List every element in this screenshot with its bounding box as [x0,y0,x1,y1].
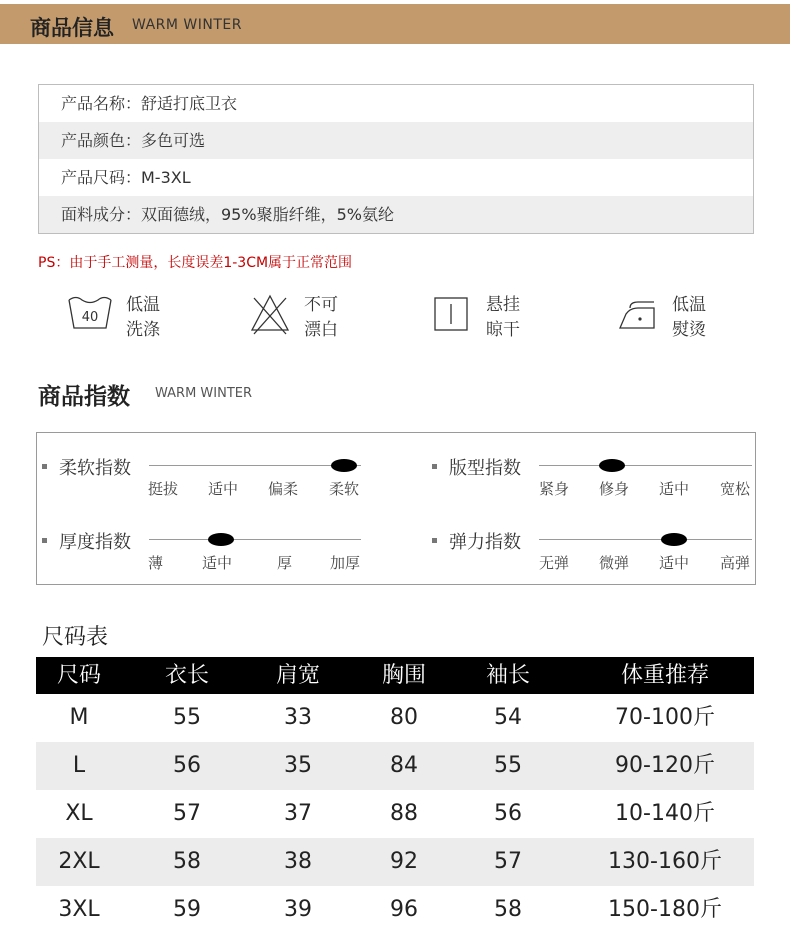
cell-sleeve: 58 [494,897,522,922]
index-option: 紧身 [539,480,570,498]
index-option: 高弹 [720,554,751,572]
cell-length: 56 [173,753,201,778]
index-option: 微弹 [599,554,630,572]
cell-shoulder: 39 [284,897,312,922]
cell-shoulder: 33 [284,705,312,730]
cell-weight: 70-100斤 [615,705,715,730]
info-row-size: 产品尺码：M-3XL [61,168,191,187]
cell-length: 58 [173,849,201,874]
index-track-elasticity [539,539,752,540]
care-bleach-line2: 漂白 [304,320,338,340]
index-label-fit: 版型指数 [449,458,521,479]
index-option: 偏柔 [268,480,299,498]
index-option: 适中 [659,480,690,498]
index-track-thickness [149,539,361,540]
size-table-title: 尺码表 [42,625,109,650]
index-option: 薄 [148,554,164,572]
cell-weight: 90-120斤 [615,753,715,778]
care-dry-line2: 晾干 [486,320,520,340]
index-label-softness: 柔软指数 [59,458,131,479]
index-option: 适中 [208,480,239,498]
table-row [36,742,754,790]
care-wash-line2: 洗涤 [126,320,160,340]
header-title: 商品信息 [30,16,114,40]
cell-size: 2XL [58,849,100,874]
care-wash-line1: 低温 [126,295,160,315]
index-marker-fit [599,459,625,472]
index-option: 挺拔 [148,480,179,498]
index-track-softness [149,465,361,466]
cell-size: M [69,705,89,730]
index-panel [36,432,756,585]
header-cell-sleeve: 袖长 [485,663,530,688]
cell-weight: 130-160斤 [608,849,722,874]
care-wash [66,288,206,344]
cell-weight: 150-180斤 [608,897,722,922]
index-section-subtitle: WARM WINTER [155,386,253,401]
index-option: 无弹 [539,554,570,572]
index-option: 厚 [277,554,293,572]
index-option: 适中 [659,554,690,572]
index-option: 加厚 [330,554,361,572]
bullet-icon [432,538,437,543]
no-bleach-icon [248,288,292,336]
info-row-color: 产品颜色：多色可选 [39,122,753,159]
care-iron-line1: 低温 [672,295,706,315]
size-table [36,657,754,934]
wash-temp-label: 40 [81,310,99,325]
care-dry [432,288,572,344]
cell-size: L [72,753,86,778]
header-cell-weight: 体重推荐 [620,663,709,688]
cell-chest: 88 [390,801,418,826]
cell-sleeve: 54 [494,705,522,730]
bullet-icon [42,464,47,469]
cell-size: 3XL [58,897,100,922]
cell-length: 57 [173,801,201,826]
low-iron-icon [618,288,662,336]
index-track-fit [539,465,752,466]
cell-shoulder: 37 [284,801,312,826]
care-dry-line1: 悬挂 [486,295,520,315]
cell-weight: 10-140斤 [615,801,715,826]
bullet-icon [432,464,437,469]
care-bleach-line1: 不可 [304,295,338,315]
index-marker-softness [331,459,357,472]
wash-40-icon [66,288,114,336]
index-option: 宽松 [720,480,751,498]
index-section-title: 商品指数 [38,384,130,410]
cell-length: 59 [173,897,201,922]
header-cell-chest: 胸围 [381,663,426,688]
index-option: 适中 [202,554,233,572]
cell-chest: 96 [390,897,418,922]
cell-chest: 92 [390,849,418,874]
cell-length: 55 [173,705,201,730]
index-marker-elasticity [661,533,687,546]
cell-chest: 84 [390,753,418,778]
care-bleach [248,288,388,344]
care-iron [618,288,758,344]
cell-shoulder: 35 [284,753,312,778]
header-cell-length: 衣长 [164,663,209,688]
index-option: 修身 [599,480,630,498]
cell-chest: 80 [390,705,418,730]
cell-shoulder: 38 [284,849,312,874]
hang-dry-icon [432,288,472,336]
index-label-thickness: 厚度指数 [59,532,131,553]
info-row-name: 产品名称：舒适打底卫衣 [61,94,238,113]
header-cell-shoulder: 肩宽 [275,663,320,688]
header-subtitle: WARM WINTER [132,17,242,33]
table-row [36,790,754,838]
index-label-elasticity: 弹力指数 [449,532,521,553]
table-row [36,886,754,934]
care-iron-line2: 熨烫 [672,320,706,340]
cell-size: XL [65,801,93,826]
ps-note: PS：由于手工测量，长度误差1-3CM属于正常范围 [38,255,353,271]
size-table-header [36,657,754,694]
table-row [36,694,754,742]
bullet-icon [42,538,47,543]
table-row [36,838,754,886]
info-row-fabric: 面料成分：双面德绒，95%聚脂纤维，5%氨纶 [39,196,753,233]
header-cell-size: 尺码 [56,663,101,688]
header-band [0,4,790,44]
cell-sleeve: 56 [494,801,522,826]
index-marker-thickness [208,533,234,546]
product-info-box [38,84,754,234]
cell-sleeve: 55 [494,753,522,778]
cell-sleeve: 57 [494,849,522,874]
index-option: 柔软 [329,480,360,498]
